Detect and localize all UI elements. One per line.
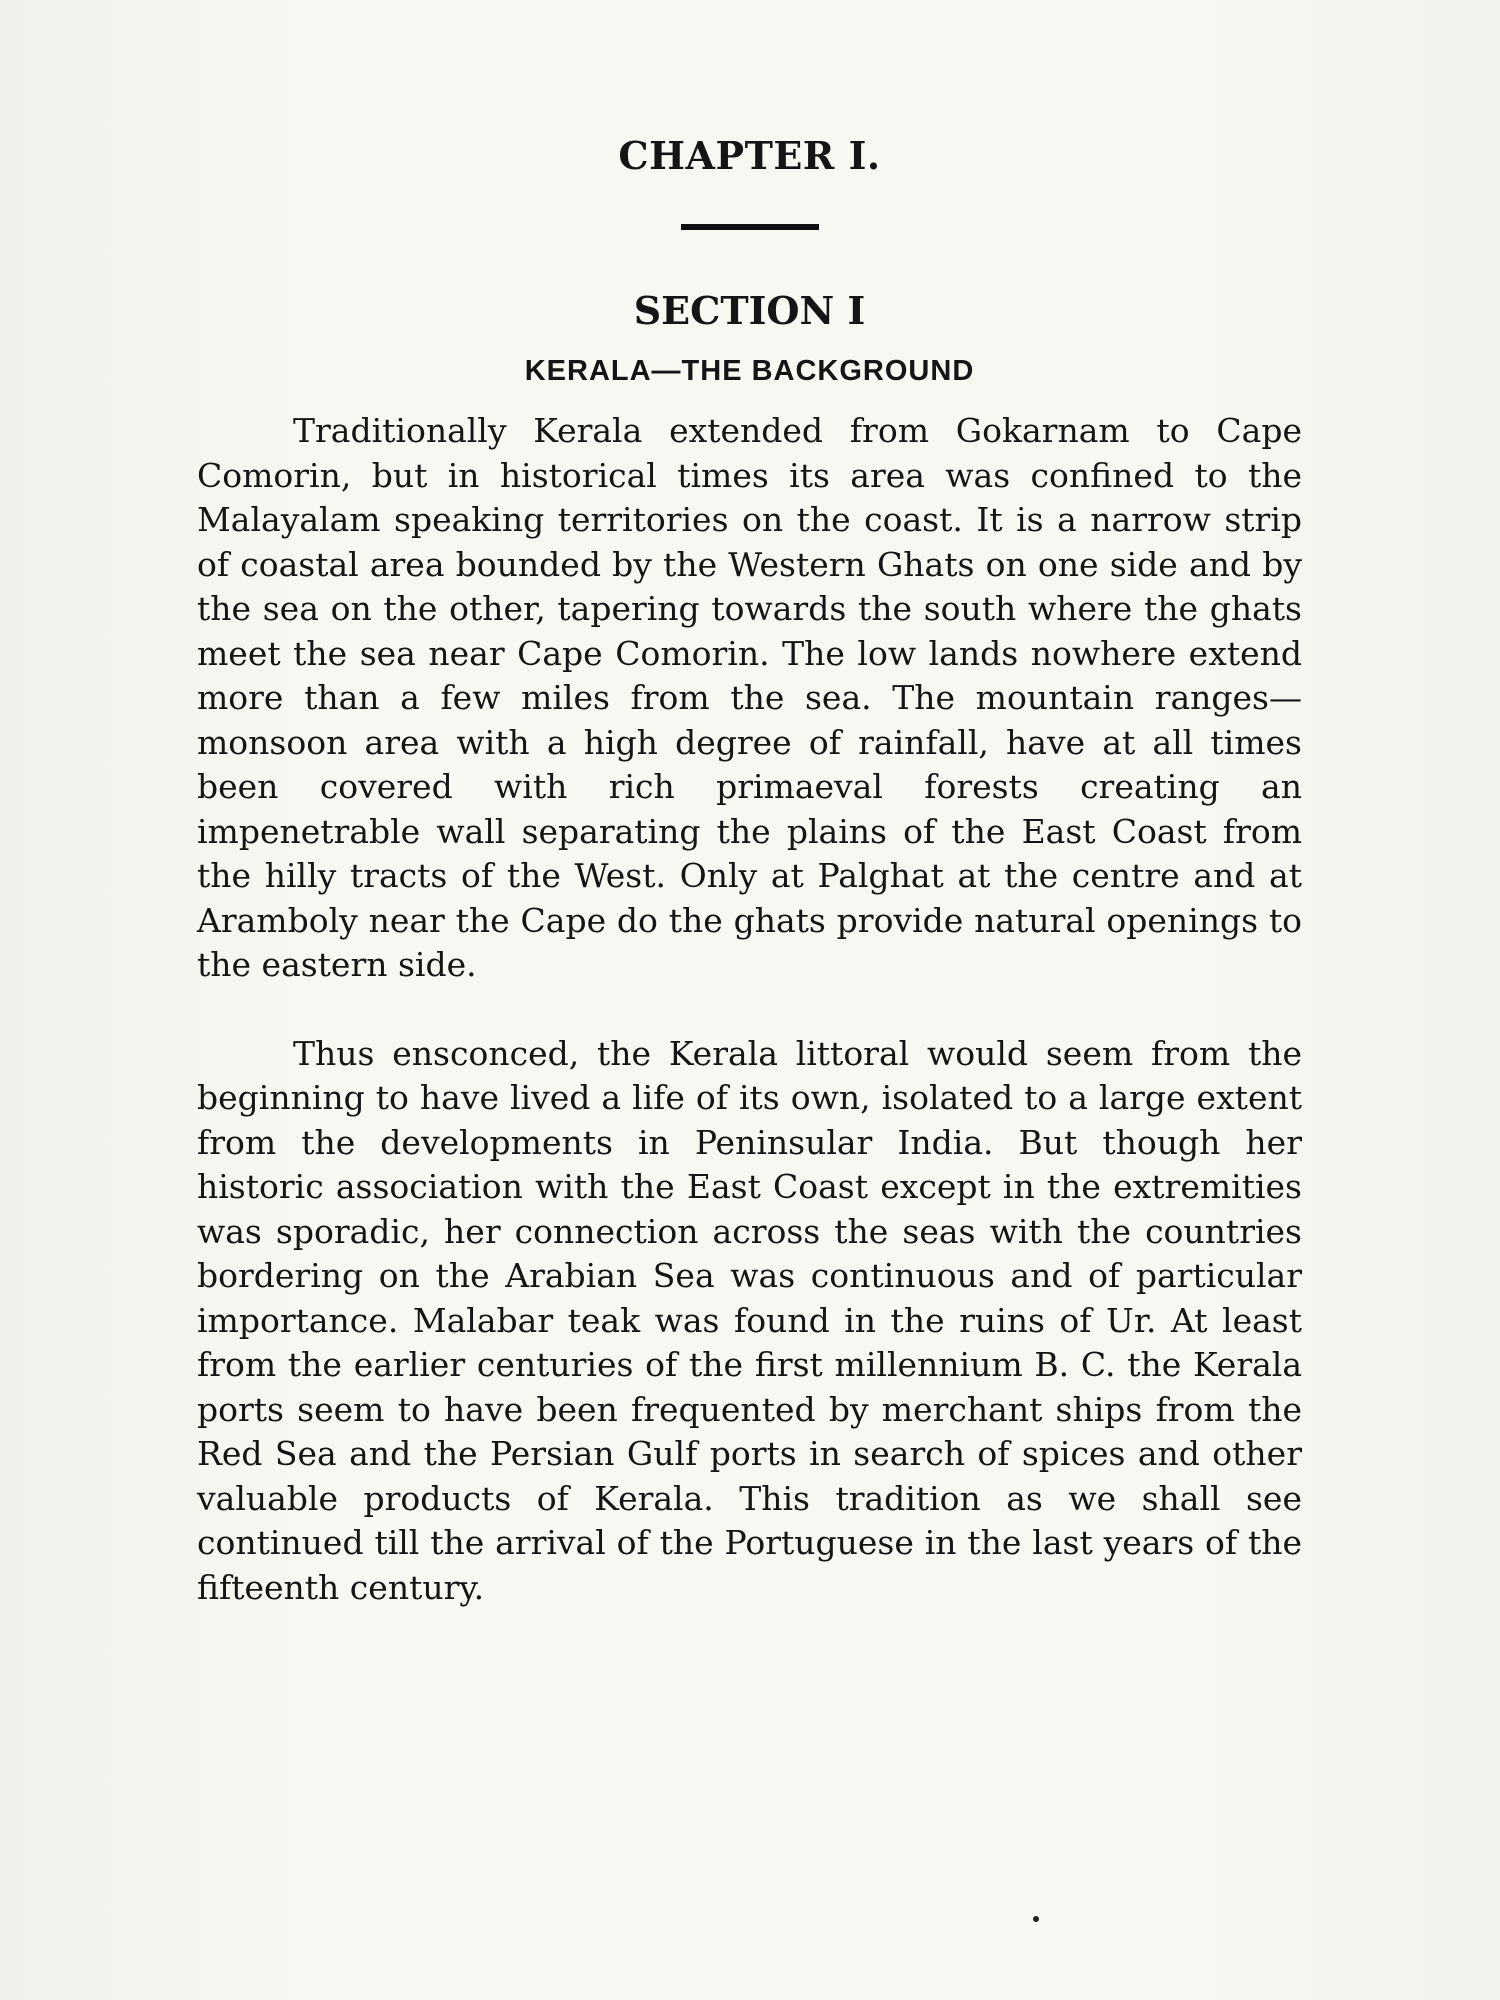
chapter-divider: [681, 224, 819, 230]
paragraph-1: Traditionally Kerala extended from Gokarnam to Cape Comorin, but in historical times its area was confined to the Malayalam speaking territories on the coast. It is a narrow strip of coastal area bounded by the Western Ghats on one side and by the sea on the other, tapering towards the south where the ghats meet the sea near Cape Comorin. The low lands nowhere extend more than a few miles from the sea. The mountain ranges—monsoon area with a high degree of rainfall, have at all times been covered with rich primaeval forests creating an impenetrable wall separating the plains of the East Coast from the hilly tracts of the West. Only at Palghat at the centre and at Aramboly near the Cape do the ghats provide natural openings to the eastern side.: [197, 411, 1302, 984]
section-subtitle: KERALA—THE BACKGROUND: [524, 355, 975, 387]
chapter-title: CHAPTER I.: [618, 133, 881, 178]
page-content: [197, 130, 1302, 1610]
ink-speck: [1033, 1916, 1039, 1922]
paragraph-2: Thus ensconced, the Kerala littoral would seem from the beginning to have lived a life of its own, isolated to a large extent from the developments in Peninsular India. But though her historic association with the East Coast except in the extremities was sporadic, her connection across the seas with the countries bordering on the Arabian Sea was continuous and of particular importance. Malabar teak was found in the ruins of Ur. At least from the earlier centuries of the first millennium B. C. the Kerala ports seem to have been frequented by merchant ships from the Red Sea and the Persian Gulf ports in search of spices and other valuable products of Kerala. This tradition as we shall see continued till the arrival of the Portuguese in the last years of the fifteenth century.: [197, 1033, 1302, 1607]
section-title: SECTION I: [633, 288, 866, 333]
